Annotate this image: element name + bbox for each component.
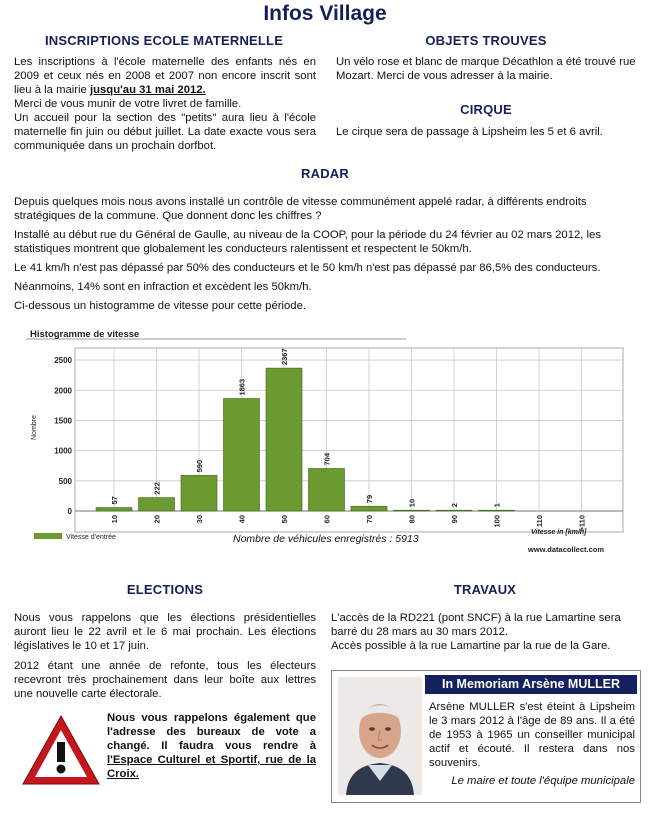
legend-swatch: [34, 533, 62, 539]
x-tick-label: 80: [407, 515, 417, 524]
x-tick-label: 100: [492, 515, 502, 528]
x-axis-label: Vitesse in [km/h]: [531, 529, 587, 536]
histogram-bar: [309, 468, 345, 511]
radar-section: [14, 195, 638, 313]
y-tick-label: 1000: [54, 446, 72, 456]
x-tick-label: 110: [535, 515, 544, 528]
x-tick-label: 40: [237, 515, 247, 524]
bar-value-label: 1863: [237, 378, 247, 396]
histogram-bar: [224, 399, 260, 511]
chart-source: www.datacollect.com: [528, 545, 604, 554]
histogram-bar: [266, 368, 302, 511]
x-tick-label: 10: [110, 515, 119, 524]
legend-label: Vitesse d'entrée: [66, 534, 116, 541]
bar-value-label: 704: [322, 452, 332, 466]
portrait-photo: [338, 677, 422, 795]
bar-value-label: 79: [365, 494, 374, 504]
speed-histogram: [26, 328, 626, 556]
radar-text-3: Le 41 km/h n'est pas dépassé par 50% des conducteurs et le 50 km/h n'est pas dépassé par 86,5% des conducteurs.: [14, 262, 601, 274]
polling-notice-text: Nous vous rappelons également que l'adresse des bureaux de vote a changé. Il faudra vous rendre à: [107, 712, 316, 752]
travaux-text-2: Accès possible à la rue Lamartine par la rue de la Gare.: [331, 640, 611, 652]
radar-text-1: Depuis quelques mois nous avons installé un contrôle de vitesse communément appelé radar, à différents endroits stratégiques de la commune. Que donnent donc les chiffres ?: [14, 196, 587, 222]
inscriptions-text-1: Les inscriptions à l'école maternelle des enfants nés en 2009 et ceux nés en 2008 et 2007 non encore inscrit sont lieu à la mairie: [14, 56, 316, 96]
x-tick-label: 60: [322, 515, 332, 524]
x-tick-label: 70: [365, 515, 374, 524]
polling-station-notice: [107, 711, 316, 781]
elections-heading: ELECTIONS: [126, 582, 204, 597]
histogram-bar: [394, 510, 430, 511]
elections-section: [14, 611, 316, 701]
bar-value-label: 222: [152, 482, 162, 495]
histogram-bar: [479, 510, 515, 511]
memoriam-text: Arsène MULLER s'est éteint à Lipsheim le 3 mars 2012 à l'âge de 89 ans. Il a été de 1953 à 1965 un conseiller municipal actif et écouté. Il restera dans nos souvenirs.: [429, 701, 635, 769]
objets-heading: OBJETS TROUVES: [425, 33, 547, 48]
y-tick-label: 500: [58, 476, 72, 486]
bar-value-label: 2: [450, 503, 459, 508]
warning-icon: [20, 712, 102, 788]
bar-value-label: 57: [110, 496, 119, 505]
bar-value-label: 10: [407, 498, 417, 508]
y-tick-label: 0: [67, 507, 72, 516]
inscriptions-heading: INSCRIPTIONS ECOLE MATERNELLE: [44, 33, 284, 48]
bar-value-label: 2367: [280, 348, 289, 366]
vehicle-count-note: Nombre de véhicules enregistrés : 5913: [233, 533, 419, 545]
x-tick-label: 20: [152, 515, 162, 524]
chart-title: Histogramme de vitesse: [30, 329, 140, 340]
radar-text-4: Néanmoins, 14% sont en infraction et excèdent les 50km/h.: [14, 281, 312, 293]
histogram-bar: [181, 475, 217, 511]
page-title: Infos Village: [263, 2, 387, 25]
radar-text-5: Ci-dessous un histogramme de vitesse pour cette période.: [14, 300, 306, 312]
y-axis-label: Nombre: [31, 415, 38, 440]
travaux-section: [331, 611, 639, 653]
histogram-bar: [436, 510, 472, 511]
elections-text-1: Nous vous rappelons que les élections présidentielles auront lieu le 22 avril et le 6 mai prochain. Les élections législatives le 10 et 17 juin.: [14, 612, 316, 652]
x-tick-label: >110: [577, 515, 587, 532]
bar-value-label: 590: [195, 459, 204, 473]
x-tick-label: 30: [195, 515, 204, 524]
radar-text-2: Installé au début rue du Général de Gaulle, au niveau de la COOP, pour la période du 24 février au 02 mars 2012, les statistiques montrent que globalement les conducteurs ralentissent et respectent le 50km/h.: [14, 229, 601, 255]
histogram-bar: [96, 508, 132, 511]
elections-text-2: 2012 étant une année de refonte, tous les électeurs recevront très prochainement dans leur boîte aux lettres une nouvelle carte électorale.: [14, 660, 316, 700]
y-tick-label: 1500: [54, 416, 72, 426]
objets-text: Un vélo rose et blanc de marque Décathlon a été trouvé rue Mozart. Merci de vous adresser à la mairie.: [336, 56, 636, 82]
memoriam-title: In Memoriam Arsène MULLER: [425, 675, 637, 694]
cirque-text: Le cirque sera de passage à Lipsheim les 5 et 6 avril.: [336, 126, 603, 138]
inscriptions-deadline: jusqu'au 31 mai 2012.: [89, 84, 206, 96]
inscriptions-text-2: Merci de vous munir de votre livret de famille.: [14, 98, 242, 110]
radar-heading: RADAR: [301, 166, 349, 181]
inscriptions-section: [14, 55, 316, 153]
inscriptions-text-3: Un accueil pour la section des "petits" aura lieu à l'école maternelle fin juin ou début juillet. La date exacte vous sera communiquée dans un prochain dorfbot.: [14, 112, 316, 152]
memoriam-box: [331, 670, 641, 803]
travaux-heading: TRAVAUX: [453, 582, 517, 597]
cirque-heading: CIRQUE: [460, 102, 512, 117]
bar-value-label: 1: [492, 503, 502, 508]
histogram-bar: [351, 506, 387, 511]
x-tick-label: 90: [450, 515, 459, 524]
histogram-bar: [139, 498, 175, 511]
polling-station-address: l'Espace Culturel et Sportif, rue de la Croix.: [107, 754, 316, 780]
travaux-text-1: L'accès de la RD221 (pont SNCF) à la rue Lamartine sera barré du 28 mars au 30 mars 2012.: [331, 612, 621, 638]
y-tick-label: 2000: [54, 386, 72, 396]
x-tick-label: 50: [280, 515, 289, 524]
y-tick-label: 2500: [54, 356, 72, 366]
memoriam-signature: Le maire et toute l'équipe municipale: [451, 775, 635, 787]
speed-histogram-svg: [26, 328, 626, 556]
